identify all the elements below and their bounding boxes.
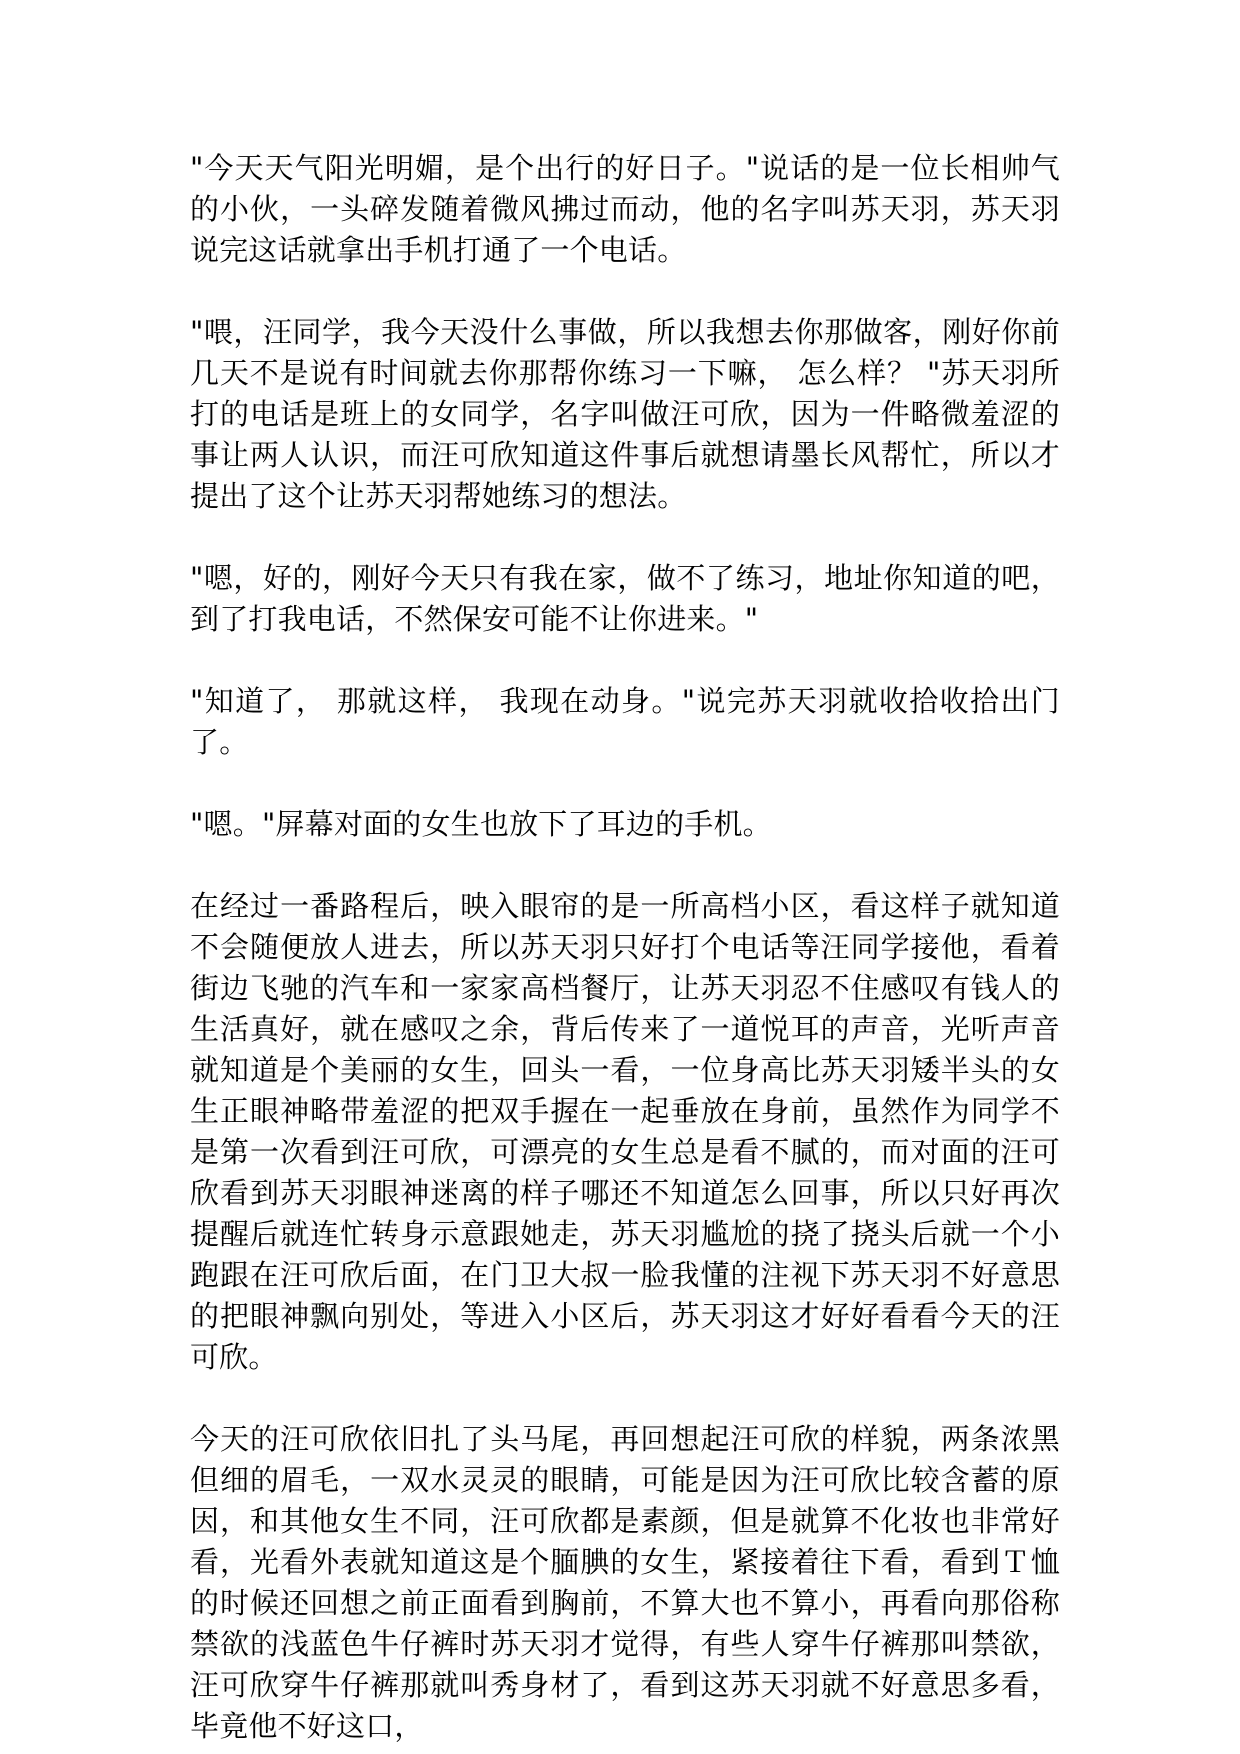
paragraph: "喂，汪同学，我今天没什么事做，所以我想去你那做客，刚好你前几天不是说有时间就去你那帮你练习一下嘛， 怎么样？ "苏天羽所打的电话是班上的女同学，名字叫做汪可欣，因为一件略微羞涩的事让两人认识，而汪可欣知道这件事后就想请墨长风帮忙，所以才提出了这个让苏天羽帮她练习的想法。 [190, 315, 1060, 513]
paragraph: "今天天气阳光明媚，是个出行的好日子。"说话的是一位长相帅气的小伙，一头碎发随着微风拂过而动，他的名字叫苏天羽，苏天羽说完这话就拿出手机打通了一个电话。 [190, 151, 1060, 267]
paragraph: "知道了， 那就这样， 我现在动身。"说完苏天羽就收拾收拾出门了。 [190, 684, 1060, 759]
paragraph: 今天的汪可欣依旧扎了头马尾，再回想起汪可欣的样貌，两条浓黑但细的眉毛，一双水灵灵的眼睛，可能是因为汪可欣比较含蓄的原因，和其他女生不同，汪可欣都是素颜，但是就算不化妆也非常好看，光看外表就知道这是个腼腆的女生，紧接着往下看，看到Ｔ恤的时候还回想之前正面看到胸前，不算大也不算小，再看向那俗称禁欲的浅蓝色牛仔裤时苏天羽才觉得，有些人穿牛仔裤那叫禁欲，汪可欣穿牛仔裤那就叫秀身材了，看到这苏天羽就不好意思多看，毕竟他不好这口， [190, 1422, 1060, 1743]
paragraph: "嗯，好的，刚好今天只有我在家，做不了练习，地址你知道的吧，到了打我电话，不然保安可能不让你进来。" [190, 561, 1060, 636]
paragraph: "嗯。"屏幕对面的女生也放下了耳边的手机。 [190, 807, 772, 841]
paragraph: 在经过一番路程后，映入眼帘的是一所高档小区，看这样子就知道不会随便放人进去，所以苏天羽只好打个电话等汪同学接他，看着街边飞驰的汽车和一家家高档餐厅，让苏天羽忍不住感叹有钱人的生活真好，就在感叹之余，背后传来了一道悦耳的声音，光听声音就知道是个美丽的女生，回头一看，一位身高比苏天羽矮半头的女生正眼神略带羞涩的把双手握在一起垂放在身前，虽然作为同学不是第一次看到汪可欣，可漂亮的女生总是看不腻的，而对面的汪可欣看到苏天羽眼神迷离的样子哪还不知道怎么回事，所以只好再次提醒后就连忙转身示意跟她走，苏天羽尴尬的挠了挠头后就一个小跑跟在汪可欣后面，在门卫大叔一脸我懂的注视下苏天羽不好意思的把眼神飘向别处，等进入小区后，苏天羽这才好好看看今天的汪可欣。 [190, 889, 1060, 1374]
body-text [190, 148, 1060, 1747]
